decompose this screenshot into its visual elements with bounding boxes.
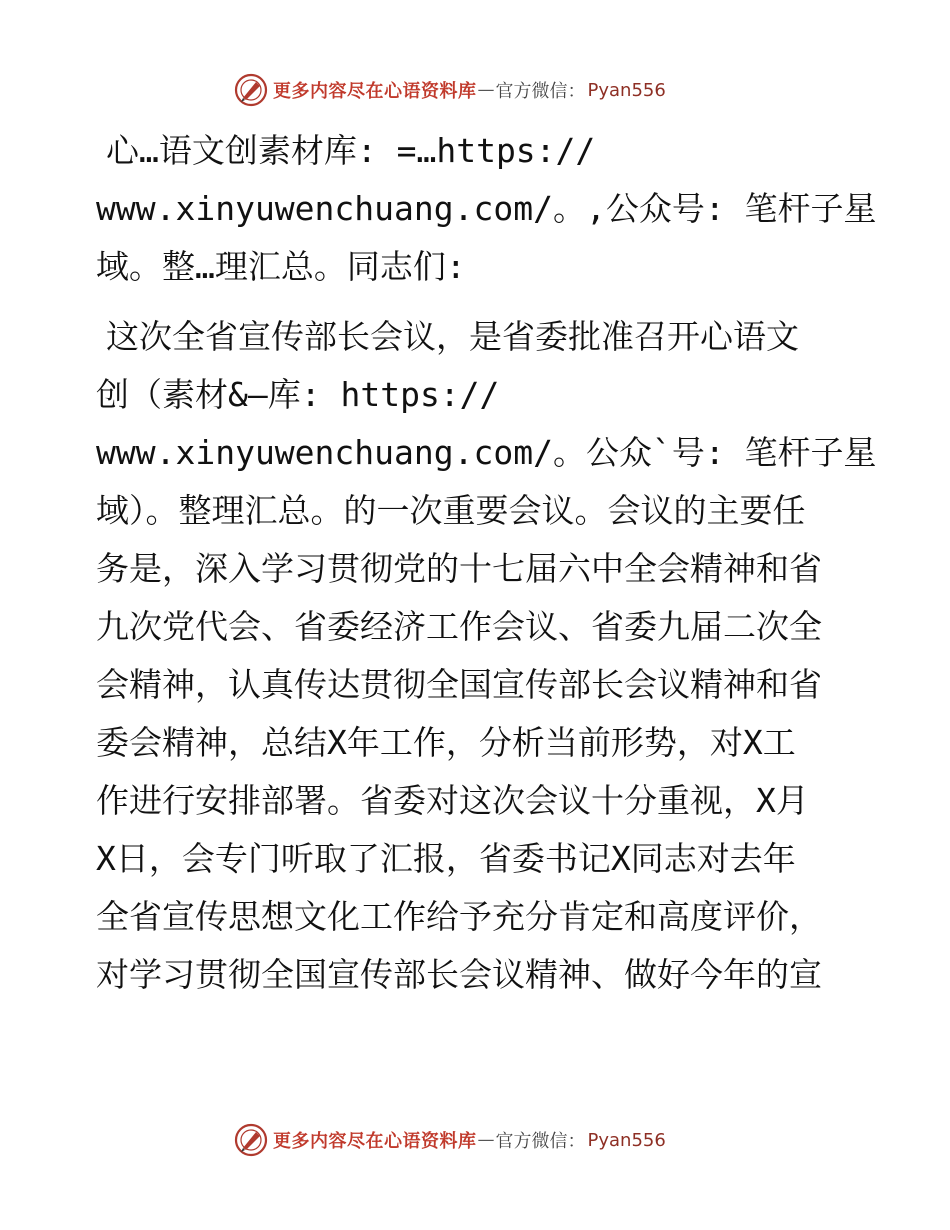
text-line: X日，会专门听取了汇报，省委书记X同志对去年 — [96, 839, 796, 878]
banner-slogan: 更多内容尽在心语资料库 — [273, 1131, 477, 1152]
banner-wechat-label: 官方微信： — [495, 1131, 586, 1152]
text-line: 这次全省宣传部长会议，是省委批准召开心语文 — [106, 317, 799, 356]
text-line: 对学习贯彻全国宣传部长会议精神、做好今年的宣 — [96, 955, 822, 994]
text-line: 九次党代会、省委经济工作会议、省委九届二次全 — [96, 607, 822, 646]
text-line: www.xinyuwenchuang.com/。公众`号: 笔杆子星 — [96, 433, 877, 472]
banner-slogan: 更多内容尽在心语资料库 — [273, 81, 477, 102]
banner-wechat-label: 官方微信： — [495, 81, 586, 102]
text-line: 全省宣传思想文化工作给予充分肯定和高度评价， — [96, 897, 822, 936]
banner-dash: — — [477, 80, 495, 100]
banner-dash: — — [477, 1130, 495, 1150]
banner-wechat-id: Pyan556 — [587, 1129, 666, 1151]
text-line: 创（素材&—库: https:// — [96, 375, 500, 414]
document-body — [96, 122, 877, 1004]
pen-logo-icon — [234, 1123, 268, 1157]
text-line: 域。整…理汇总。同志们: — [96, 247, 466, 286]
header-banner — [234, 72, 666, 108]
banner-wechat-id: Pyan556 — [587, 79, 666, 101]
text-line: 会精神，认真传达贯彻全国宣传部长会议精神和省 — [96, 665, 822, 704]
text-line: 务是，深入学习贯彻党的十七届六中全会精神和省 — [96, 549, 822, 588]
text-line: 域）。整理汇总。的一次重要会议。会议的主要任 — [96, 491, 806, 530]
text-line: 心…语文创素材库: =…https:// — [106, 131, 596, 170]
text-line: www.xinyuwenchuang.com/。,公众号: 笔杆子星 — [96, 189, 877, 228]
pen-logo-icon — [234, 73, 268, 107]
text-line: 作进行安排部署。省委对这次会议十分重视，X月 — [96, 781, 809, 820]
text-line: 委会精神，总结X年工作，分析当前形势，对X工 — [96, 723, 796, 762]
footer-banner — [234, 1122, 666, 1158]
